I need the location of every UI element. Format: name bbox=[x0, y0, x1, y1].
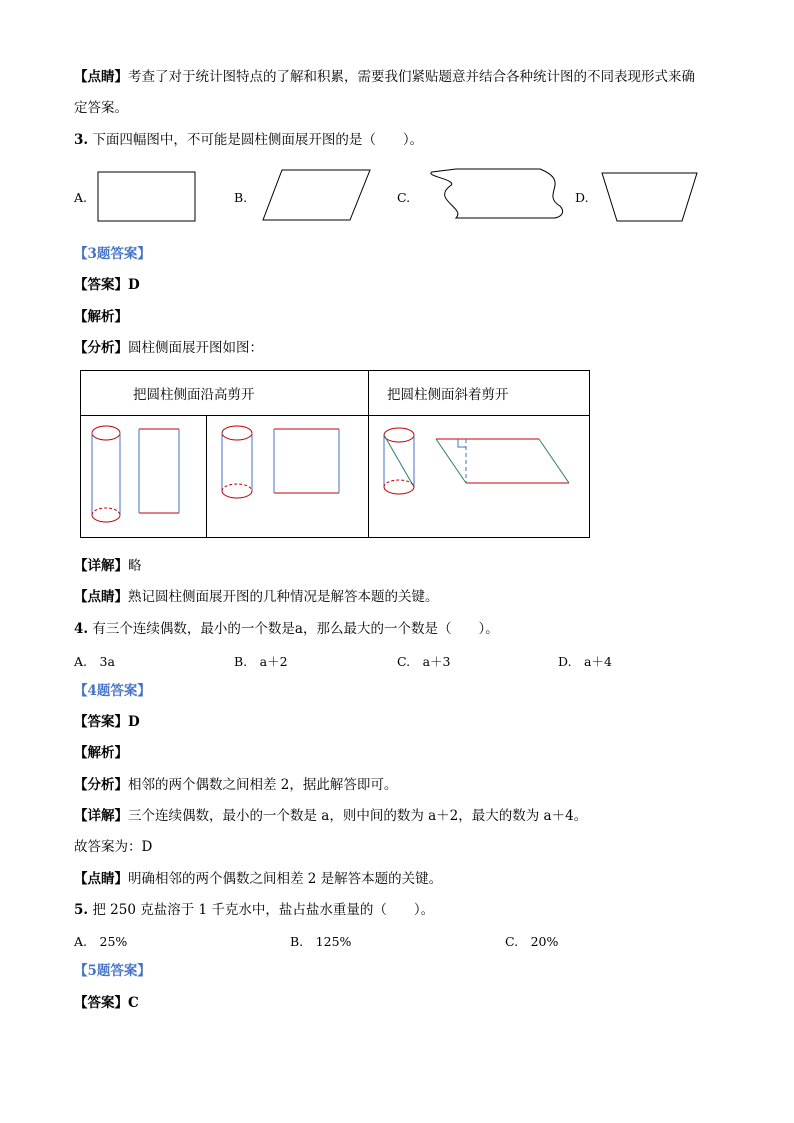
q4-fenxi-tag: 【分析】 bbox=[74, 777, 128, 793]
q4-xiangjie bbox=[74, 807, 587, 825]
q3-option-c-label: C. bbox=[397, 190, 411, 205]
q3-answer bbox=[74, 276, 140, 294]
q4-jiexi: 【解析】 bbox=[74, 745, 128, 761]
q5-answer bbox=[74, 994, 139, 1012]
q4-dianjing-text: 明确相邻的两个偶数之间相差 2 是解答本题的关键。 bbox=[128, 871, 443, 887]
q4-fenxi bbox=[74, 776, 397, 794]
dianjing-text: 考查了对于统计图特点的了解和积累，需要我们紧贴题意并结合各种统计图的不同表现形式来确 bbox=[128, 69, 695, 85]
q3-option-b-parallelogram bbox=[260, 168, 374, 224]
q4-option-a: A. 3a bbox=[74, 654, 115, 669]
cylinder-figure-2 bbox=[217, 423, 347, 503]
table-column-divider-left bbox=[206, 415, 207, 537]
q4-answer-tag: 【答案】 bbox=[74, 714, 128, 730]
q3-option-d-trapezoid bbox=[600, 170, 700, 224]
q4-option-b: B. a＋2 bbox=[234, 654, 288, 669]
question-4-text: 有三个连续偶数，最小的一个数是a，那么最大的一个数是（ ）。 bbox=[92, 621, 499, 637]
q3-dianjing-tag: 【点睛】 bbox=[74, 589, 128, 605]
q4-option-c: C. a＋3 bbox=[397, 654, 451, 669]
q4-answer-value: D bbox=[128, 714, 140, 730]
q3-xiangjie-tag: 【详解】 bbox=[74, 558, 128, 574]
table-column-divider-main bbox=[368, 371, 369, 537]
q3-option-c-wavy-shape bbox=[422, 166, 564, 224]
q5-option-c: C. 20% bbox=[505, 934, 559, 949]
q3-dianjing bbox=[74, 588, 439, 606]
q4-xiangjie-text: 三个连续偶数，最小的一个数是 a，则中间的数为 a＋2，最大的数为 a＋4。 bbox=[128, 808, 588, 824]
q4-dianjing-tag: 【点睛】 bbox=[74, 871, 128, 887]
q4-answer-heading: 【4题答案】 bbox=[74, 683, 151, 699]
q5-answer-value: C bbox=[128, 995, 139, 1011]
dianjing-paragraph-line2: 定答案。 bbox=[74, 100, 128, 116]
q4-dianjing bbox=[74, 870, 442, 888]
q3-option-a-rectangle bbox=[96, 170, 198, 224]
q5-option-b: B. 125% bbox=[290, 934, 352, 949]
q3-answer-heading: 【3题答案】 bbox=[74, 246, 151, 262]
q3-fenxi-text: 圆柱侧面展开图如图： bbox=[128, 340, 263, 356]
question-5 bbox=[74, 901, 434, 919]
question-4 bbox=[74, 620, 499, 638]
dianjing-paragraph-line1 bbox=[74, 68, 695, 86]
q4-fenxi-text: 相邻的两个偶数之间相差 2，据此解答即可。 bbox=[128, 777, 398, 793]
question-5-number: 5. bbox=[74, 902, 89, 918]
question-3-number: 3. bbox=[74, 132, 89, 148]
q3-dianjing-text: 熟记圆柱侧面展开图的几种情况是解答本题的关键。 bbox=[128, 589, 439, 605]
q4-answer bbox=[74, 713, 140, 731]
q3-option-a-label: A. bbox=[74, 190, 88, 205]
q3-option-d-label: D. bbox=[575, 190, 589, 205]
q3-fenxi bbox=[74, 339, 263, 357]
q4-conclusion: 故答案为：D bbox=[74, 839, 153, 855]
q4-option-d: D. a＋4 bbox=[558, 654, 612, 669]
q3-xiangjie-text: 略 bbox=[128, 558, 142, 574]
q4-xiangjie-tag: 【详解】 bbox=[74, 808, 128, 824]
cylinder-figure-1 bbox=[89, 423, 199, 531]
q3-jiexi: 【解析】 bbox=[74, 309, 128, 325]
dianjing-tag: 【点睛】 bbox=[74, 69, 128, 85]
table-header-divider bbox=[81, 415, 589, 416]
cylinder-figure-3 bbox=[379, 425, 579, 501]
q3-fenxi-tag: 【分析】 bbox=[74, 340, 128, 356]
q5-answer-heading: 【5题答案】 bbox=[74, 963, 151, 979]
question-3 bbox=[74, 131, 423, 149]
q5-option-a: A. 25% bbox=[74, 934, 128, 949]
q3-xiangjie bbox=[74, 557, 142, 575]
cylinder-unfold-table bbox=[80, 370, 590, 538]
q3-answer-value: D bbox=[128, 277, 140, 293]
q3-option-b-label: B. bbox=[234, 190, 248, 205]
question-4-number: 4. bbox=[74, 621, 89, 637]
q3-answer-tag: 【答案】 bbox=[74, 277, 128, 293]
q5-answer-tag: 【答案】 bbox=[74, 995, 128, 1011]
question-3-text: 下面四幅图中，不可能是圆柱侧面展开图的是（ ）。 bbox=[92, 132, 424, 148]
question-5-text: 把 250 克盐溶于 1 千克水中，盐占盐水重量的（ ）。 bbox=[92, 902, 435, 918]
table-header-right: 把圆柱侧面斜着剪开 bbox=[387, 387, 509, 403]
table-header-left: 把圆柱侧面沿高剪开 bbox=[133, 387, 255, 403]
